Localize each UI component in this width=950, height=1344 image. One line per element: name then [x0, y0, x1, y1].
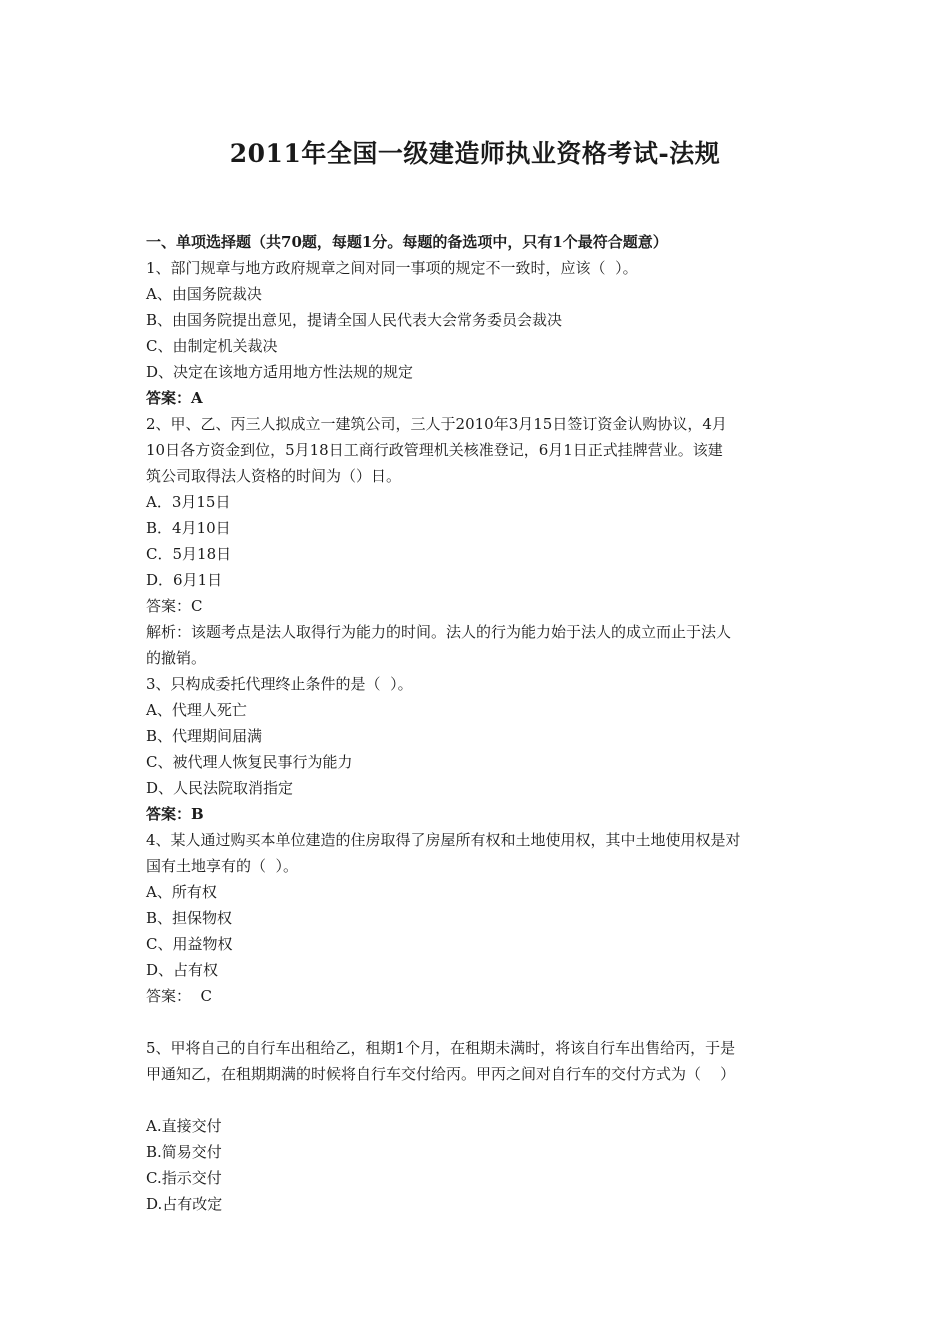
question-4-option-c: C、用益物权: [146, 935, 233, 953]
question-3-answer: 答案：B: [146, 805, 204, 823]
question-5-option-d: D.占有改定: [146, 1195, 223, 1213]
question-3-option-d: D、人民法院取消指定: [146, 779, 294, 797]
question-2-answer: 答案：C: [146, 597, 203, 615]
question-4-option-d: D、占有权: [146, 961, 219, 979]
question-5-stem-line-2: 甲通知乙，在租期期满的时候将自行车交付给丙。甲丙之间对自行车的交付方式为（ ）: [146, 1065, 736, 1083]
question-1-option-b: B、由国务院提出意见，提请全国人民代表大会常务委员会裁决: [146, 311, 563, 329]
question-1-stem: 1、部门规章与地方政府规章之间对同一事项的规定不一致时，应该（ ）。: [146, 259, 638, 277]
question-2-analysis-line-1: 解析：该题考点是法人取得行为能力的时间。法人的行为能力始于法人的成立而止于法人: [146, 623, 732, 641]
question-5-stem-line-1: 5、甲将自己的自行车出租给乙，租期1个月，在租期未满时，将该自行车出售给丙，于是: [146, 1039, 736, 1057]
section-heading: 一、单项选择题（共70题，每题1分。每题的备选项中，只有1个最符合题意）: [146, 233, 668, 251]
question-5-option-c: C.指示交付: [146, 1169, 222, 1187]
question-3-stem: 3、只构成委托代理终止条件的是（ ）。: [146, 675, 413, 693]
question-4-option-a: A、所有权: [146, 883, 217, 901]
question-1-option-d: D、决定在该地方适用地方性法规的规定: [146, 363, 414, 381]
question-3-option-c: C、被代理人恢复民事行为能力: [146, 753, 353, 771]
question-5-option-a: A.直接交付: [146, 1117, 222, 1135]
question-1-answer: 答案：A: [146, 389, 203, 407]
document-body: [146, 229, 810, 1217]
question-1-option-a: A、由国务院裁决: [146, 285, 262, 303]
document-title: 2011年全国一级建造师执业资格考试-法规: [229, 139, 721, 168]
question-2-stem-line-1: 2、甲、乙、丙三人拟成立一建筑公司，三人于2010年3月15日签订资金认购协议，4月: [146, 415, 727, 433]
question-2-option-a: A．3月15日: [146, 493, 231, 511]
question-2-analysis-line-2: 的撤销。: [146, 649, 207, 667]
question-2-option-b: B．4月10日: [146, 519, 231, 537]
question-2-option-d: D．6月1日: [146, 571, 223, 589]
question-2-stem-line-2: 10日各方资金到位，5月18日工商行政管理机关核准登记，6月1日正式挂牌营业。该建: [146, 441, 723, 459]
question-4-stem-line-1: 4、某人通过购买本单位建造的住房取得了房屋所有权和土地使用权，其中土地使用权是对: [146, 831, 741, 849]
question-2-stem-line-3: 筑公司取得法人资格的时间为（）日。: [146, 467, 402, 485]
blank-line: [146, 1009, 810, 1035]
question-4-stem-line-2: 国有土地享有的（ ）。: [146, 857, 299, 875]
blank-line: [146, 1087, 810, 1113]
question-2-option-c: C．5月18日: [146, 545, 232, 563]
question-4-option-b: B、担保物权: [146, 909, 233, 927]
question-5-option-b: B.简易交付: [146, 1143, 222, 1161]
question-4-answer: 答案： C: [146, 987, 213, 1005]
question-3-option-b: B、代理期间届满: [146, 727, 263, 745]
question-3-option-a: A、代理人死亡: [146, 701, 247, 719]
question-1-option-c: C、由制定机关裁决: [146, 337, 278, 355]
